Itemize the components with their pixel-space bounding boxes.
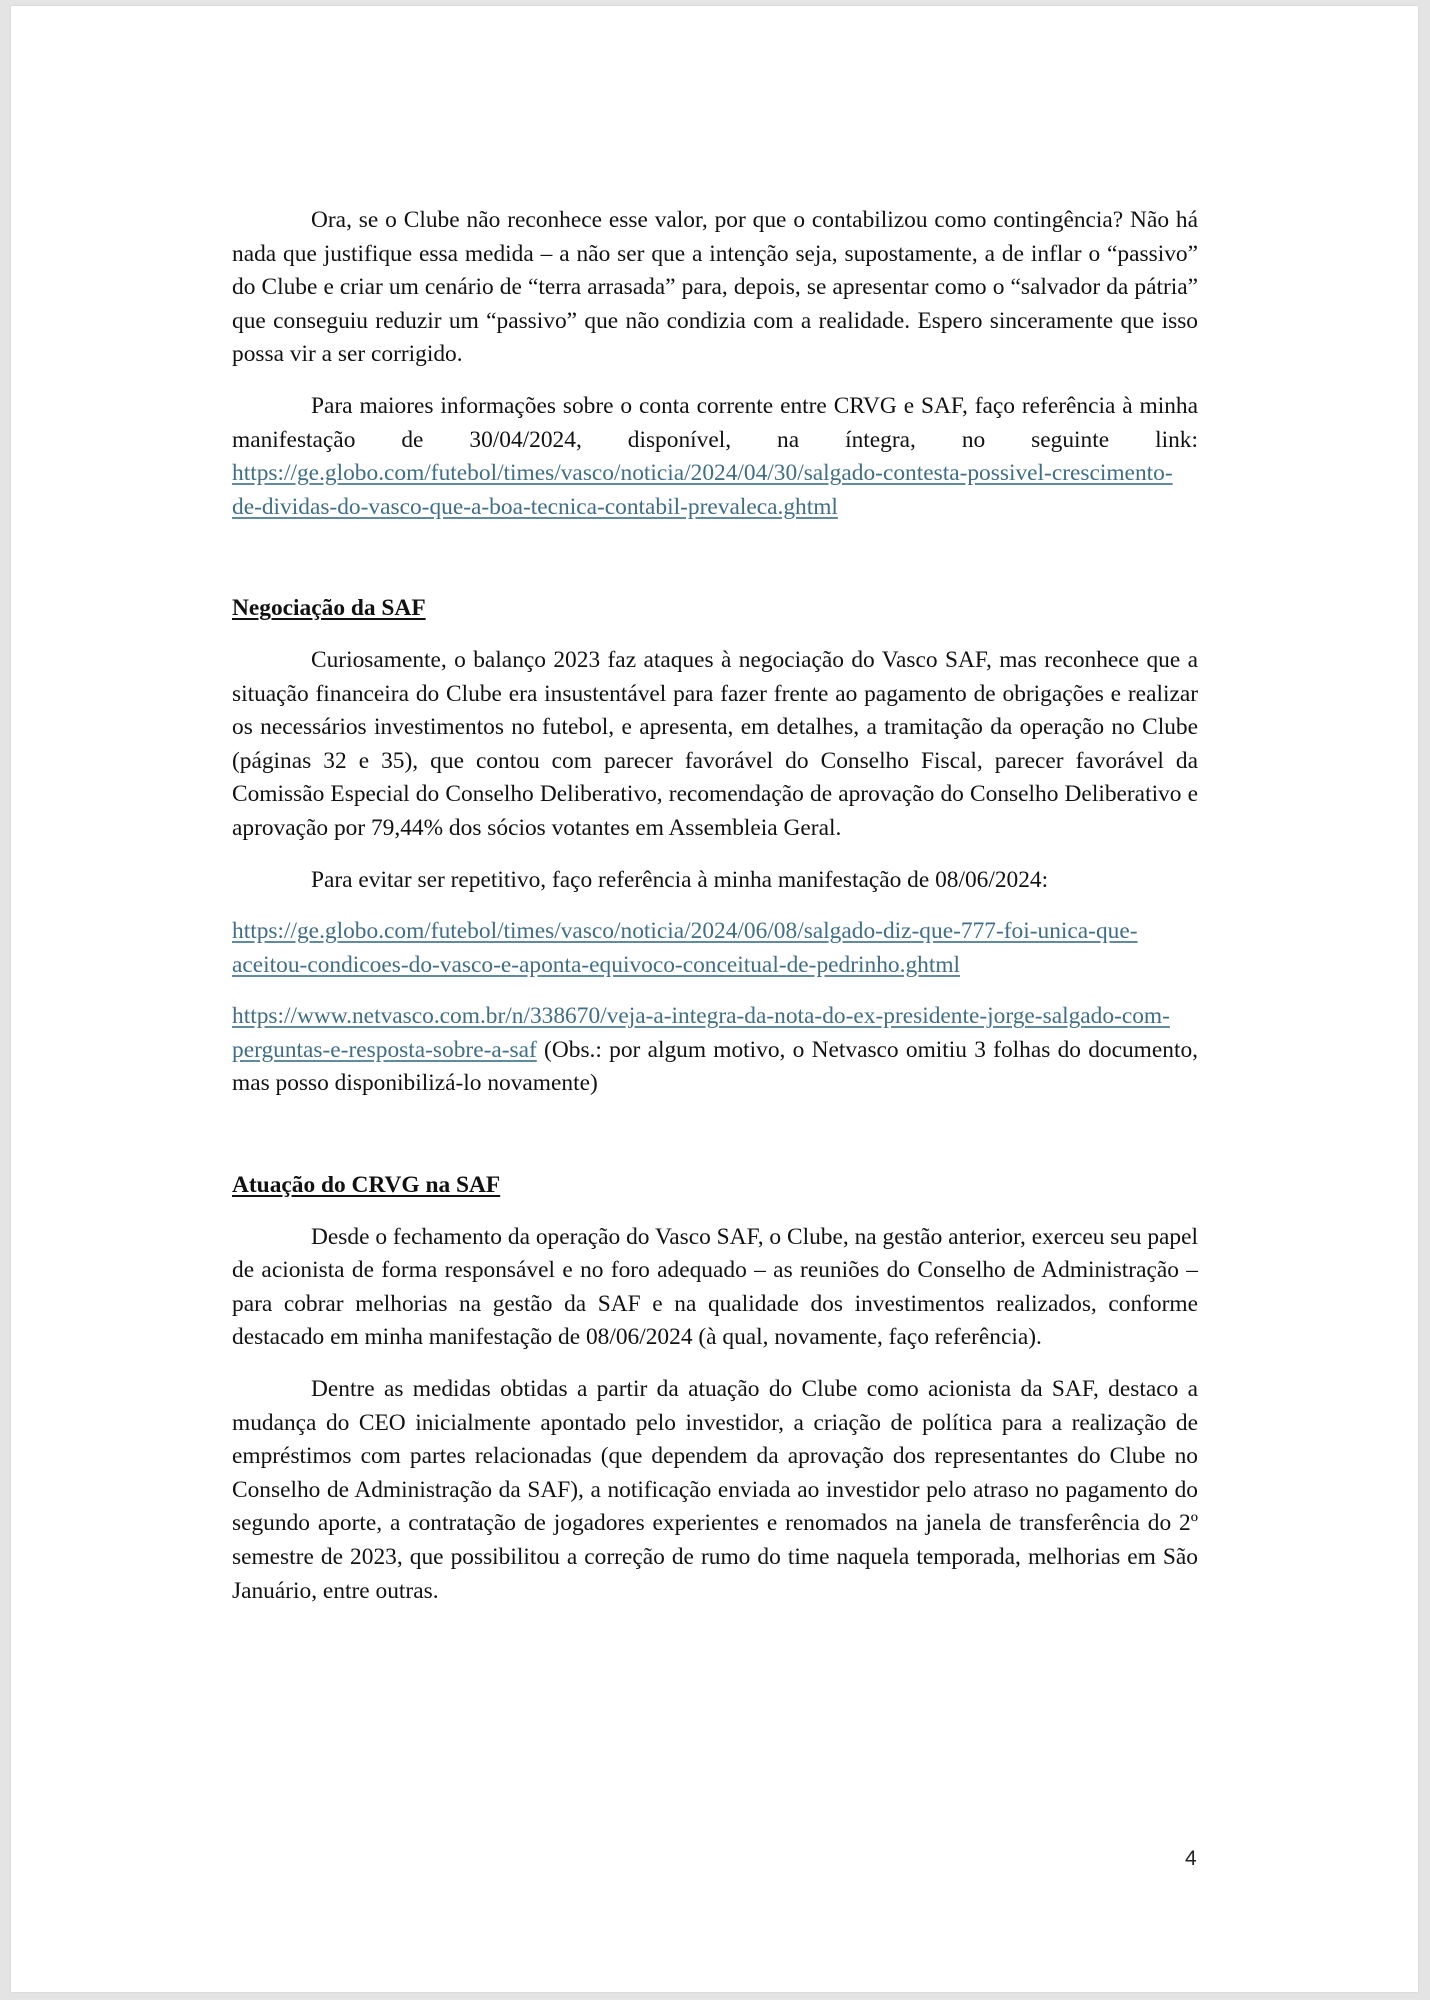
paragraph-link-ge-globo-08-06-2024 bbox=[232, 915, 1198, 982]
heading-atuacao-crvg bbox=[232, 1169, 1198, 1203]
paragraph-conta-corrente-text: Para maiores informações sobre o conta corrente entre CRVG e SAF, faço referência à minha manifestação de 30/04/2024, disponível, na íntegra, no seguinte link: bbox=[232, 392, 1198, 453]
paragraph-conta-corrente bbox=[232, 390, 1198, 524]
paragraph-balanco-2023: Curiosamente, o balanço 2023 faz ataques à negociação do Vasco SAF, mas reconhece que a situação financeira do Clube era insustentável para fazer frente ao pagamento de obrigações e realizar os necessários investimentos no futebol, e apresenta, em detalhes, a tramitação da operação no Clube (páginas 32 e 35), que contou com parecer favorável do Conselho Fiscal, parecer favorável da Comissão Especial do Conselho Deliberativo, recomendação de aprovação do Conselho Deliberativo e aprovação por 79,44% dos sócios votantes em Assembleia Geral. bbox=[232, 646, 1198, 841]
heading-negociacao-saf-text: Negociação da SAF bbox=[232, 595, 426, 622]
heading-atuacao-crvg-text: Atuação do CRVG na SAF bbox=[232, 1172, 501, 1199]
page-number: 4 bbox=[1185, 1847, 1197, 1870]
paragraph-link-netvasco bbox=[232, 1000, 1198, 1101]
paragraph-evitar-repetitivo: Para evitar ser repetitivo, faço referência à minha manifestação de 08/06/2024: bbox=[311, 866, 1049, 893]
document-page bbox=[11, 6, 1418, 1992]
paragraph-medidas-obtidas: Dentre as medidas obtidas a partir da atuação do Clube como acionista da SAF, destaco a mudança do CEO inicialmente apontado pelo investidor, a criação de política para a realização de empréstimos com partes relacionadas (que dependem da aprovação dos representantes do Clube no Conselho de Administração da SAF), a notificação enviada ao investidor pelo atraso no pagamento do segundo aporte, a contratação de jogadores experientes e renomados na janela de transferência do 2º semestre de 2023, que possibilitou a correção de rumo do time naquela temporada, melhorias em São Januário, entre outras. bbox=[232, 1376, 1198, 1604]
link-ge-globo-08-06-2024[interactable]: https://ge.globo.com/futebol/times/vasco/noticia/2024/06/08/salgado-diz-que-777-foi-unica-que-aceitou-condicoes-do-vasco-e-aponta-equivoco-conceitual-de-pedrinho.ghtml bbox=[232, 918, 1138, 978]
heading-negociacao-saf bbox=[232, 592, 1198, 626]
paragraph-fechamento-operacao: Desde o fechamento da operação do Vasco SAF, o Clube, na gestão anterior, exerceu seu papel de acionista de forma responsável e no foro adequado – as reuniões do Conselho de Administração – para cobrar melhorias na gestão da SAF e na qualidade dos investimentos realizados, conforme destacado em minha manifestação de 08/06/2024 (à qual, novamente, faço referência). bbox=[232, 1223, 1198, 1351]
link-ge-globo-30-04-2024[interactable]: https://ge.globo.com/futebol/times/vasco/noticia/2024/04/30/salgado-contesta-possivel-crescimento-de-dividas-do-vasco-que-a-boa-tecnica-contabil-prevaleca.ghtml bbox=[232, 460, 1173, 520]
page-content bbox=[232, 204, 1198, 1608]
link-netvasco[interactable]: https://www.netvasco.com.br/n/338670/veja-a-integra-da-nota-do-ex-presidente-jorge-salgado-com-perguntas-e-resposta-sobre-a-saf bbox=[232, 1003, 1170, 1063]
paragraph-contingencia: Ora, se o Clube não reconhece esse valor, por que o contabilizou como contingência? Não há nada que justifique essa medida – a não ser que a intenção seja, supostamente, a de inflar o “passivo” do Clube e criar um cenário de “terra arrasada” para, depois, se apresentar como o “salvador da pátria” que conseguiu reduzir um “passivo” que não condizia com a realidade. Espero sinceramente que isso possa vir a ser corrigido. bbox=[232, 207, 1198, 368]
netvasco-note: (Obs.: por algum motivo, o Netvasco omitiu 3 folhas do documento, mas posso disponibilizá-lo novamente) bbox=[232, 1036, 1198, 1097]
